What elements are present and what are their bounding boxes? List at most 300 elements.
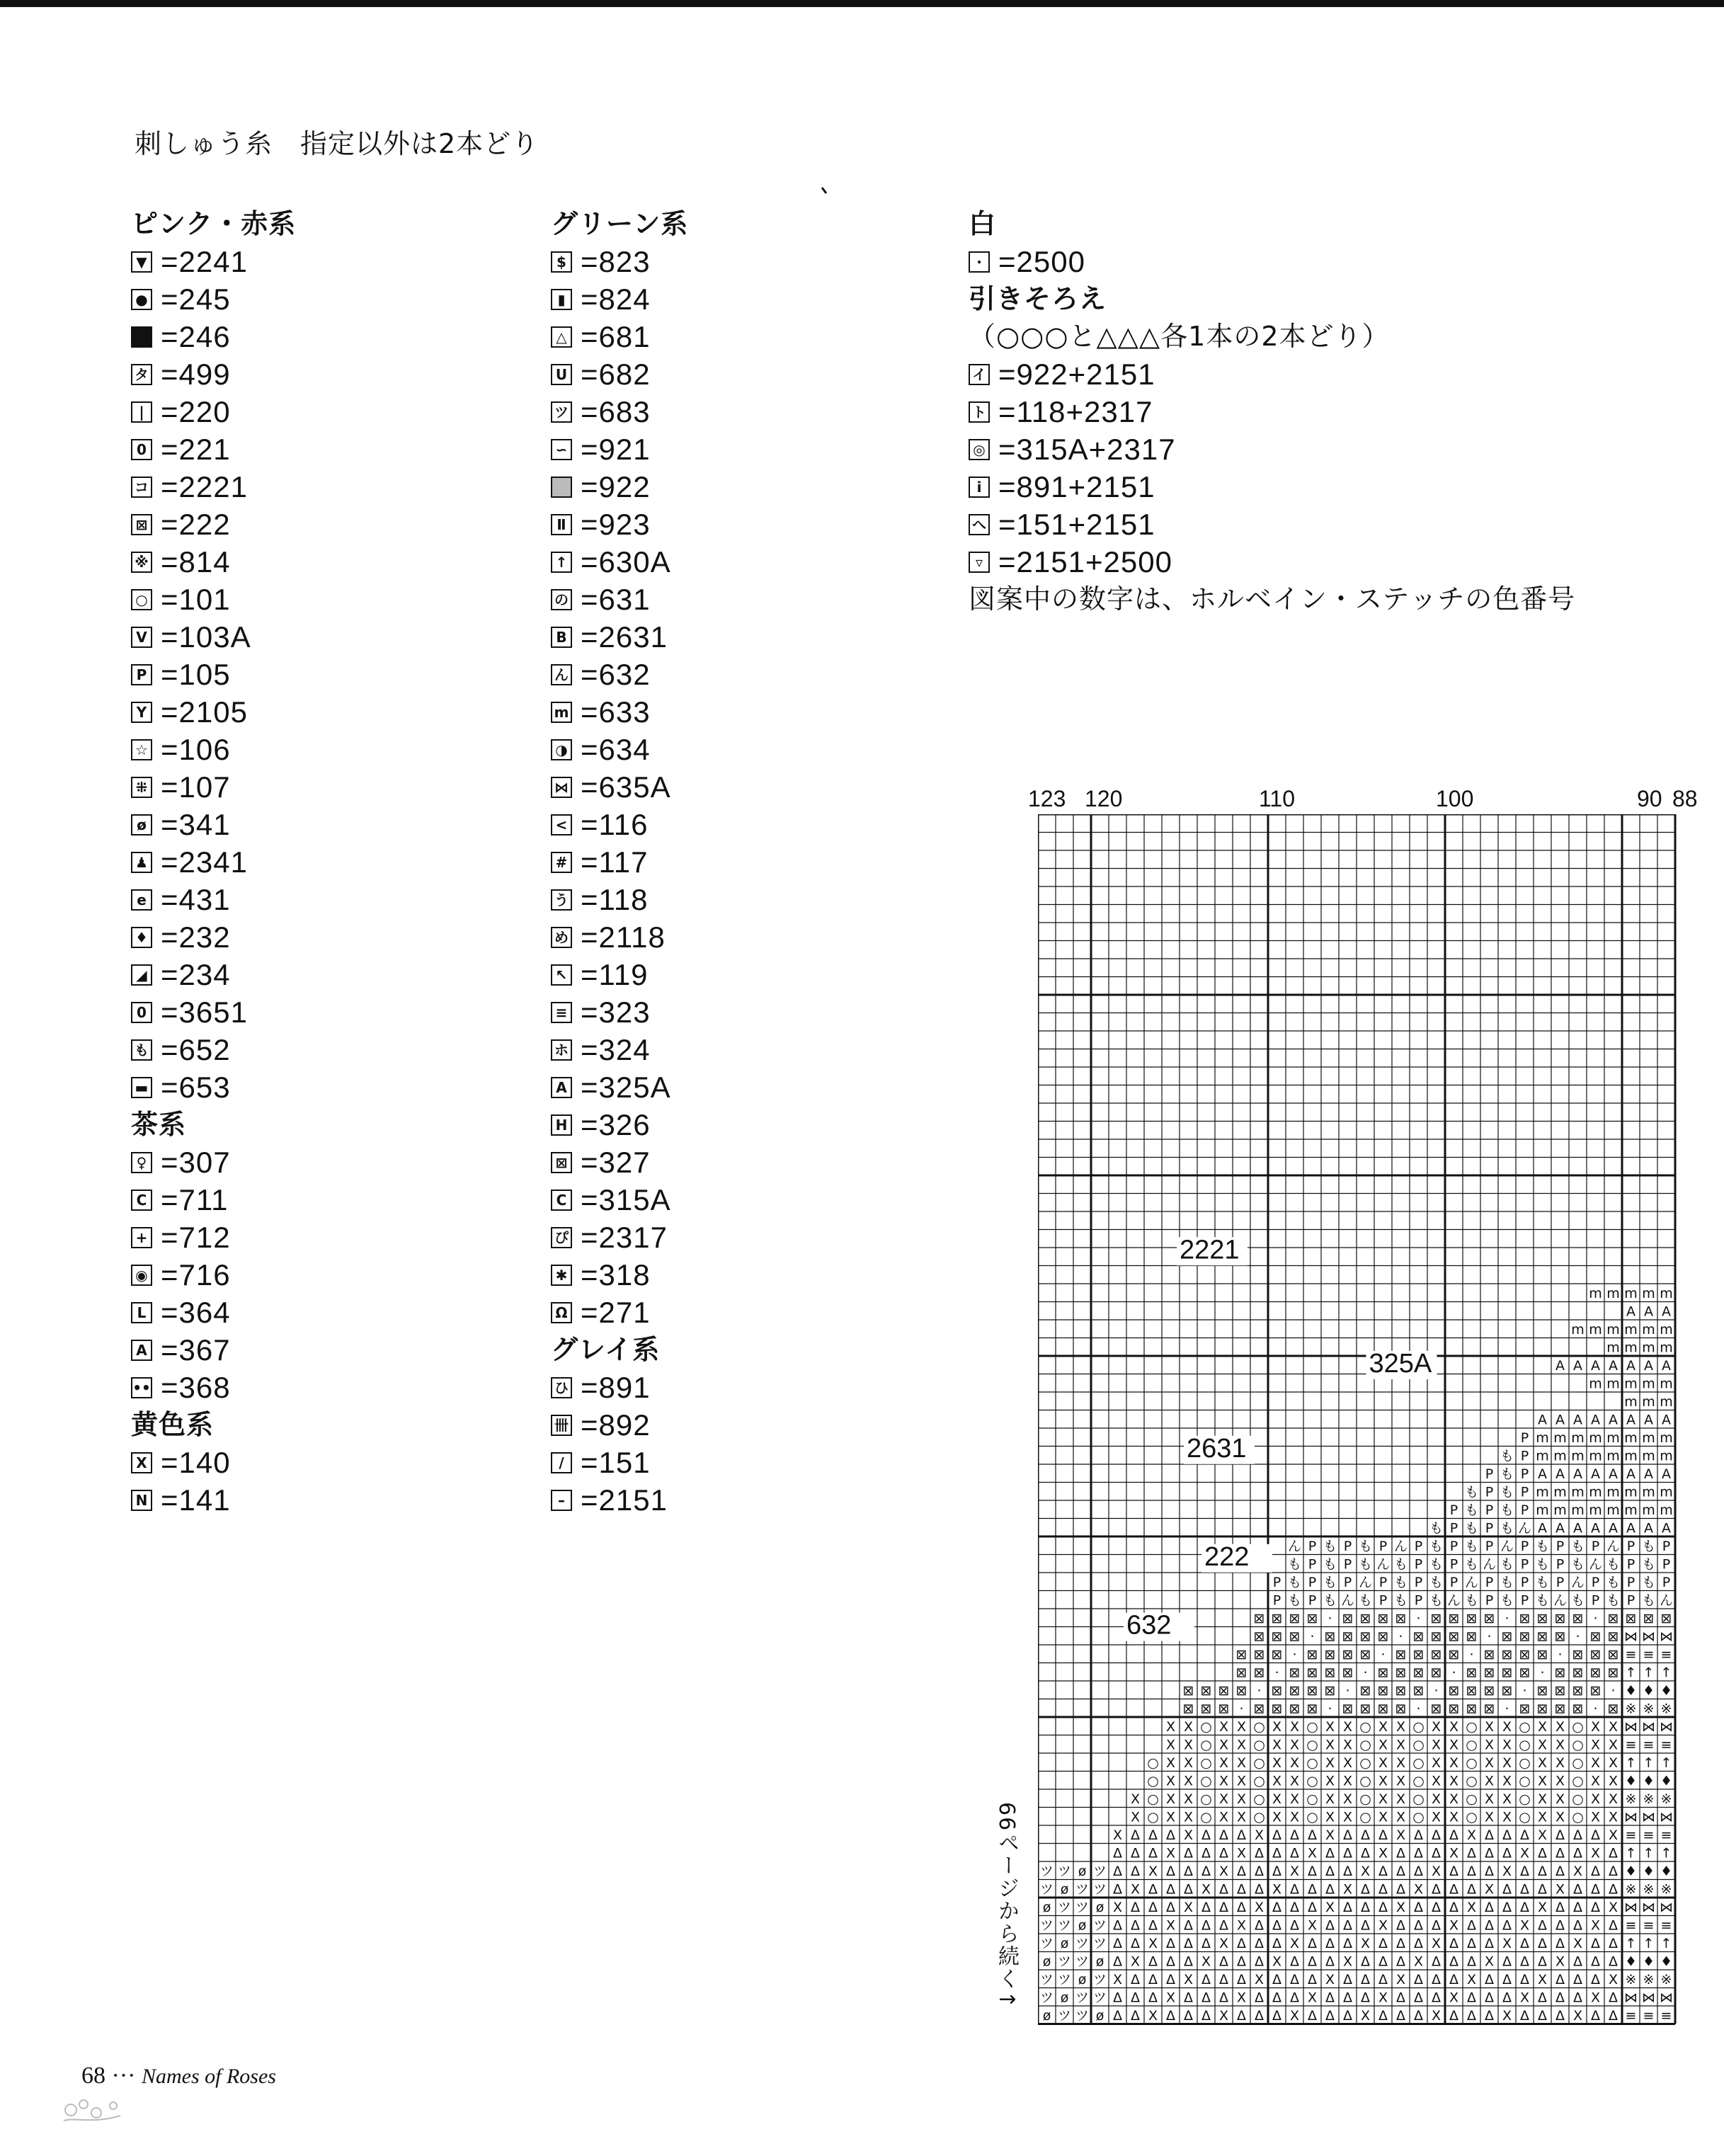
stitch-cell: Δ [1113, 1935, 1122, 1951]
stitch-cell: ツ [1075, 1990, 1090, 2006]
stitch-cell: X [1218, 1718, 1229, 1735]
thread-color-number: =2317 [581, 1220, 668, 1254]
stitch-cell: Δ [1325, 1881, 1335, 1898]
thread-color-number: =116 [581, 807, 649, 841]
legend-entry [551, 468, 688, 506]
stitch-cell: X [1502, 2007, 1512, 2024]
stitch-cell: X [1378, 1917, 1388, 1934]
stitch-cell: A [1573, 1520, 1582, 1536]
stitch-cell: ⊠ [1554, 1701, 1566, 1717]
stitch-cell: ○ [1572, 1809, 1584, 1825]
stitch-cell: X [1289, 1791, 1300, 1807]
legend-entry [131, 430, 296, 468]
legend-entry [131, 393, 296, 430]
holbein-label: 325A [1369, 1348, 1432, 1379]
legend-entry [131, 618, 296, 656]
stitch-cell: ⊠ [1271, 1701, 1283, 1717]
stitch-cell: Δ [1361, 1917, 1370, 1934]
stitch-cell: ⋈ [1624, 1899, 1638, 1915]
stitch-cell: ⊠ [1271, 1682, 1283, 1699]
stitch-cell: ツ [1092, 1881, 1107, 1898]
stitch-cell: P [1343, 1538, 1352, 1554]
stitch-cell: m [1642, 1502, 1655, 1518]
stitch-cell: ⊠ [1519, 1665, 1531, 1681]
stitch-cell: A [1626, 1520, 1635, 1536]
stitch-cell: m [1536, 1484, 1549, 1500]
stitch-cell: Δ [1502, 1971, 1512, 1987]
stitch-cell: ⊠ [1572, 1610, 1584, 1626]
stitch-cell: X [1590, 1718, 1601, 1735]
stitch-cell: ↑ [1643, 1845, 1655, 1861]
stitch-cell: Δ [1555, 1899, 1565, 1915]
stitch-cell: ⋈ [1624, 1718, 1638, 1735]
thread-color-number: =107 [161, 770, 231, 804]
stitch-cell: ツ [1057, 1899, 1072, 1915]
stitch-cell: X [1130, 1881, 1141, 1898]
stitch-cell: Δ [1591, 2007, 1600, 2024]
stitch-cell: Δ [1555, 1935, 1565, 1951]
legend-entry [551, 1481, 688, 1519]
stitch-cell: ⋈ [1660, 1809, 1673, 1825]
stitch-cell: Δ [1573, 1990, 1582, 2006]
stitch-cell: X [1466, 1971, 1477, 1987]
stitch-cell: ⊠ [1412, 1646, 1425, 1662]
stitch-cell: X [1413, 1953, 1424, 1970]
stitch-cell: P [1520, 1574, 1529, 1590]
legend-entry [131, 318, 296, 355]
stitch-cell: ♦ [1642, 1863, 1655, 1879]
stitch-symbol-icon: · [969, 251, 990, 273]
stitch-cell: Δ [1166, 1863, 1175, 1879]
stitch-cell: X [1165, 1718, 1176, 1735]
stitch-cell: ♦ [1642, 1682, 1655, 1699]
stitch-cell: Δ [1449, 1827, 1458, 1843]
stitch-cell: P [1308, 1556, 1317, 1573]
stitch-cell: Δ [1237, 1881, 1246, 1898]
stitch-symbol-icon: ♀ [131, 1152, 152, 1173]
legend-entry [551, 543, 688, 581]
category-heading: 黄色系 [131, 1409, 215, 1440]
stitch-cell: Δ [1520, 1935, 1529, 1951]
stitch-cell: ⊠ [1271, 1629, 1283, 1645]
stitch-cell: Δ [1485, 1845, 1494, 1861]
legend-entry [551, 656, 688, 693]
stitch-cell: ⊠ [1395, 1610, 1407, 1626]
stitch-cell: ○ [1147, 1755, 1159, 1771]
stitch-symbol-icon: ぴ [551, 1227, 572, 1248]
stitch-cell: ○ [1359, 1773, 1371, 1789]
stitch-cell: ⊠ [1324, 1682, 1336, 1699]
stitch-symbol-icon: 0 [131, 439, 152, 460]
stitch-cell: ⋈ [1660, 1899, 1673, 1915]
stitch-cell: X [1537, 1827, 1548, 1843]
stitch-cell: X [1236, 1990, 1247, 2006]
thread-color-number: =499 [161, 357, 231, 391]
stitch-cell: ツ [1092, 1917, 1107, 1934]
stitch-cell: ⊠ [1448, 1629, 1460, 1645]
stitch-cell: ⊠ [1448, 1682, 1460, 1699]
stitch-cell: ⊠ [1412, 1629, 1425, 1645]
thread-color-number: =892 [581, 1408, 651, 1442]
stitch-cell: ø [1060, 1935, 1069, 1951]
stitch-symbol-icon: C [131, 1190, 152, 1211]
stitch-cell: ○ [1572, 1755, 1584, 1771]
stitch-cell: Δ [1131, 1899, 1140, 1915]
stitch-cell: ø [1060, 1881, 1069, 1898]
stitch-cell: Δ [1201, 1917, 1211, 1934]
stitch-cell: Δ [1520, 1827, 1529, 1843]
stitch-cell: X [1307, 1917, 1318, 1934]
stitch-cell: X [1148, 1863, 1158, 1879]
legend-entry [551, 693, 688, 731]
thread-color-number: =711 [161, 1182, 229, 1216]
stitch-cell: ⊠ [1519, 1701, 1531, 1717]
stitch-cell: ⊠ [1466, 1610, 1478, 1626]
stitch-cell: P [1449, 1502, 1458, 1518]
stitch-cell: P [1272, 1592, 1281, 1609]
stitch-cell: m [1606, 1321, 1620, 1337]
stitch-cell: ⊠ [1342, 1629, 1354, 1645]
stitch-cell: X [1449, 1990, 1459, 2006]
stitch-cell: Δ [1538, 1935, 1547, 1951]
page-footer [81, 2063, 276, 2089]
stitch-cell: X [1325, 1773, 1335, 1789]
stitch-cell: ≡ [1660, 2007, 1672, 2024]
note-text: （○○○と△△△各1本の2本どり） [969, 321, 1390, 352]
stitch-cell: ≡ [1625, 1737, 1637, 1753]
stitch-cell: も [1429, 1574, 1444, 1590]
stitch-cell: X [1590, 1809, 1601, 1825]
stitch-cell: m [1642, 1376, 1655, 1392]
legend-entry [131, 355, 296, 393]
stitch-cell: A [1573, 1357, 1582, 1374]
stitch-symbol-icon: も [131, 1039, 152, 1061]
stitch-cell: ⊠ [1200, 1682, 1212, 1699]
stitch-cell: ⊠ [1607, 1701, 1619, 1717]
stitch-cell: Δ [1184, 1863, 1193, 1879]
stitch-cell: ø [1095, 2007, 1104, 2024]
stitch-cell: ツ [1057, 1971, 1072, 1987]
stitch-cell: Δ [1609, 1881, 1618, 1898]
stitch-cell: ♦ [1642, 1953, 1655, 1970]
stitch-cell: Δ [1237, 1953, 1246, 1970]
thread-color-number: =327 [581, 1145, 651, 1179]
thread-color-number: =118 [581, 882, 649, 916]
stitch-cell: m [1624, 1321, 1638, 1337]
stitch-cell: ん [1482, 1556, 1497, 1573]
stitch-cell: X [1307, 1990, 1318, 2006]
stitch-cell: ⊠ [1554, 1665, 1566, 1681]
stitch-cell: Δ [1201, 1863, 1211, 1879]
stitch-cell: ⊠ [1589, 1665, 1602, 1681]
stitch-cell: ○ [1147, 1809, 1159, 1825]
stitch-cell: ⊠ [1306, 1610, 1318, 1626]
stitch-cell: Δ [1290, 1899, 1299, 1915]
stitch-cell: X [1395, 1791, 1406, 1807]
stitch-cell: ん [1464, 1574, 1479, 1590]
stitch-symbol-icon: ▮ [551, 289, 572, 310]
stitch-cell: P [1449, 1556, 1458, 1573]
legend-entry [551, 1143, 688, 1181]
stitch-cell: ⋈ [1642, 1990, 1655, 2006]
thread-color-number: =341 [161, 807, 231, 841]
thread-color-number: =2105 [161, 695, 248, 729]
stitch-cell: Δ [1148, 1881, 1158, 1898]
stitch-symbol-icon: イ [969, 364, 990, 385]
stitch-cell: A [1573, 1412, 1582, 1428]
stitch-cell: Δ [1148, 1917, 1158, 1934]
stitch-cell: ○ [1359, 1737, 1371, 1753]
stitch-cell: Δ [1591, 1827, 1600, 1843]
stitch-cell: ≡ [1643, 1827, 1655, 1843]
stitch-cell: X [1360, 2007, 1371, 2024]
stitch-cell: Δ [1255, 1953, 1264, 1970]
stitch-cell: ⊠ [1289, 1629, 1301, 1645]
stitch-cell: ツ [1039, 1917, 1054, 1934]
stitch-cell: m [1660, 1285, 1673, 1301]
stitch-cell: ん [1500, 1538, 1514, 1554]
stitch-cell: ○ [1306, 1718, 1318, 1735]
stitch-cell: Δ [1449, 1971, 1458, 1987]
stitch-cell: ⊠ [1483, 1610, 1495, 1626]
stitch-symbol-icon: P [131, 664, 152, 685]
legend-entry [551, 1369, 688, 1406]
category-heading: 茶系 [131, 1109, 187, 1140]
stitch-cell: ⊠ [1519, 1629, 1531, 1645]
legend-entry [551, 1219, 688, 1256]
stitch-cell: Δ [1414, 1990, 1423, 2006]
stitch-cell: X [1431, 2007, 1442, 2024]
stitch-cell: X [1236, 1791, 1247, 1807]
stitch-cell: m [1660, 1448, 1673, 1464]
stitch-cell: P [1520, 1556, 1529, 1573]
stitch-cell: X [1395, 1737, 1406, 1753]
stitch-cell: X [1590, 1845, 1601, 1861]
stitch-symbol-icon: ● [131, 289, 152, 310]
thread-color-number: =2118 [581, 920, 666, 954]
stitch-cell: Δ [1272, 1935, 1281, 1951]
stitch-cell: X [1537, 1899, 1548, 1915]
stitch-cell: m [1571, 1321, 1585, 1337]
thread-color-number: =2341 [161, 845, 248, 879]
stitch-cell: A [1538, 1520, 1547, 1536]
thread-color-number: =2221 [161, 469, 248, 503]
stitch-symbol-icon: ◢ [131, 964, 152, 986]
thread-heading: 刺しゅう糸 指定以外は2本どり [135, 128, 540, 159]
stitch-cell: X [1272, 1809, 1282, 1825]
stitch-cell: A [1555, 1412, 1565, 1428]
stitch-cell: ≡ [1660, 1917, 1672, 1934]
stitch-cell: も [1323, 1538, 1337, 1554]
stitch-cell: ○ [1253, 1737, 1265, 1753]
legend-entry [969, 393, 1575, 430]
legend-entry [131, 1031, 296, 1068]
stitch-cell: A [1538, 1466, 1547, 1482]
stitch-cell: Δ [1148, 1827, 1158, 1843]
stitch-cell: Δ [1573, 1971, 1582, 1987]
stitch-cell: X [1165, 1990, 1176, 2006]
legend-entry [969, 355, 1575, 393]
stitch-cell: も [1464, 1484, 1479, 1500]
stitch-cell: ⊠ [1554, 1629, 1566, 1645]
stitch-cell: Δ [1325, 1953, 1335, 1970]
holbein-label: 2221 [1180, 1235, 1240, 1265]
stitch-cell: も [1323, 1556, 1337, 1573]
stitch-cell: ⊠ [1501, 1665, 1513, 1681]
stitch-cell: ↑ [1643, 1665, 1655, 1681]
stitch-cell: ⊠ [1554, 1682, 1566, 1699]
stitch-cell: Δ [1255, 1917, 1264, 1934]
stitch-symbol-icon: タ [131, 364, 152, 385]
thread-color-number: =318 [581, 1257, 651, 1291]
stitch-cell: X [1183, 1737, 1194, 1753]
stitch-cell: m [1553, 1502, 1567, 1518]
stitch-cell: A [1591, 1520, 1600, 1536]
stitch-cell: m [1589, 1376, 1602, 1392]
stitch-cell: X [1130, 1953, 1141, 1970]
stitch-cell: X [1590, 1755, 1601, 1771]
stitch-cell: Δ [1520, 1971, 1529, 1987]
stitch-cell: ⊠ [1253, 1646, 1265, 1662]
stitch-cell: X [1378, 1791, 1388, 1807]
stitch-cell: Δ [1485, 1827, 1494, 1843]
stitch-cell: P [1520, 1592, 1529, 1609]
axis-tick: 120 [1085, 786, 1123, 811]
thread-color-number: =2500 [998, 244, 1085, 278]
stitch-cell: ○ [1359, 1755, 1371, 1771]
stitch-symbol-icon: •• [131, 1377, 152, 1398]
stitch-cell: Δ [1255, 1881, 1264, 1898]
stitch-cell: X [1537, 1791, 1548, 1807]
stitch-cell: X [1148, 1935, 1158, 1951]
stitch-cell: ⋈ [1624, 1629, 1638, 1645]
stitch-cell: ⋈ [1642, 1718, 1655, 1735]
thread-color-number: =246 [161, 319, 231, 353]
legend-entry [969, 506, 1575, 543]
thread-color-number: =105 [161, 657, 231, 691]
stitch-cell: ○ [1200, 1755, 1212, 1771]
stitch-symbol-icon: ホ [551, 1039, 572, 1061]
stitch-cell: X [1590, 1791, 1601, 1807]
stitch-cell: ♦ [1642, 1773, 1655, 1789]
thread-color-number: =922 [581, 469, 651, 503]
stitch-cell: X [1395, 1971, 1406, 1987]
thread-color-number: =2151 [581, 1483, 668, 1517]
stitch-cell: P [1555, 1574, 1565, 1590]
stitch-cell: ⊠ [1607, 1646, 1619, 1662]
stitch-cell: P [1378, 1538, 1388, 1554]
stitch-cell: Δ [1184, 1917, 1193, 1934]
stitch-cell: Δ [1396, 1990, 1405, 2006]
stitch-cell: Δ [1113, 1953, 1122, 1970]
stitch-cell: ん [1446, 1592, 1461, 1609]
thread-color-number: =634 [581, 732, 651, 766]
stitch-symbol-icon [551, 477, 572, 498]
stitch-cell: Δ [1449, 1899, 1458, 1915]
stitch-cell: ⊠ [1306, 1665, 1318, 1681]
legend-entry [131, 468, 296, 506]
stitch-cell: X [1502, 1755, 1512, 1771]
stitch-cell: Δ [1396, 1863, 1405, 1879]
stitch-cell: も [1500, 1574, 1514, 1590]
stitch-cell: Δ [1361, 1827, 1370, 1843]
thread-color-number: =922+2151 [998, 357, 1155, 391]
stitch-cell: Δ [1308, 1935, 1317, 1951]
stitch-cell: ø [1042, 1953, 1051, 1970]
stitch-cell: ≡ [1660, 1646, 1672, 1662]
stitch-cell: m [1642, 1448, 1655, 1464]
stitch-cell: Δ [1343, 1863, 1352, 1879]
stitch-cell: X [1342, 1755, 1353, 1771]
stitch-cell: Δ [1308, 1971, 1317, 1987]
stitch-cell: P [1591, 1592, 1600, 1609]
stitch-cell: Δ [1396, 1917, 1405, 1934]
stitch-cell: P [1520, 1538, 1529, 1554]
legend-entry [551, 1444, 688, 1481]
stitch-cell: · [1505, 1610, 1509, 1626]
stitch-cell: P [1485, 1538, 1494, 1554]
category-heading: 引きそろえ [969, 283, 1107, 314]
stitch-cell: X [1502, 1863, 1512, 1879]
legend-entry [131, 1331, 296, 1369]
stitch-cell: ⋈ [1642, 1899, 1655, 1915]
stitch-cell: Δ [1166, 1971, 1175, 1987]
stitch-cell: ⊠ [1324, 1665, 1336, 1681]
stitch-cell: Δ [1467, 1881, 1476, 1898]
stitch-cell: Δ [1148, 1953, 1158, 1970]
stitch-symbol-icon: ん [551, 664, 572, 685]
stitch-symbol-icon: N [131, 1490, 152, 1511]
stitch-cell: Δ [1272, 2007, 1281, 2024]
stitch-cell: X [1449, 1809, 1459, 1825]
stitch-cell: · [1558, 1646, 1563, 1662]
stitch-cell: Δ [1201, 1990, 1211, 2006]
stitch-cell: X [1395, 1827, 1406, 1843]
stitch-cell: ツ [1039, 1935, 1054, 1951]
stitch-cell: ⊠ [1182, 1682, 1194, 1699]
stitch-cell: X [1431, 1773, 1442, 1789]
stitch-symbol-icon: ⊠ [131, 514, 152, 535]
chart-column-axis [991, 786, 1699, 814]
stitch-cell: X [1449, 1845, 1459, 1861]
stitch-cell: X [1572, 1935, 1583, 1951]
stitch-symbol-icon: i [969, 477, 990, 498]
thread-color-number: =315A+2317 [998, 432, 1176, 466]
stitch-cell: m [1642, 1430, 1655, 1446]
stitch-cell: ↑ [1625, 1935, 1637, 1951]
stitch-symbol-icon: ◉ [131, 1265, 152, 1286]
stitch-cell: も [1287, 1592, 1302, 1609]
stitch-cell: X [1519, 1845, 1530, 1861]
stitch-cell: X [1360, 1863, 1371, 1879]
stitch-cell: Δ [1272, 1917, 1281, 1934]
stitch-cell: ↑ [1660, 1755, 1672, 1771]
stitch-cell: Δ [1555, 1845, 1565, 1861]
stitch-cell: Δ [1290, 1990, 1299, 2006]
stitch-cell: X [1431, 1791, 1442, 1807]
stitch-cell: Δ [1290, 1953, 1299, 1970]
stitch-cell: Δ [1609, 1863, 1618, 1879]
stitch-cell: P [1414, 1538, 1423, 1554]
stitch-cell: Δ [1272, 1845, 1281, 1861]
stitch-cell: ⊠ [1483, 1682, 1495, 1699]
stitch-cell: m [1642, 1393, 1655, 1410]
stitch-cell: A [1609, 1520, 1618, 1536]
stitch-cell: も [1500, 1448, 1514, 1464]
stitch-cell: ○ [1572, 1791, 1584, 1807]
stitch-cell: Δ [1237, 1935, 1246, 1951]
thread-color-number: =653 [161, 1070, 231, 1104]
